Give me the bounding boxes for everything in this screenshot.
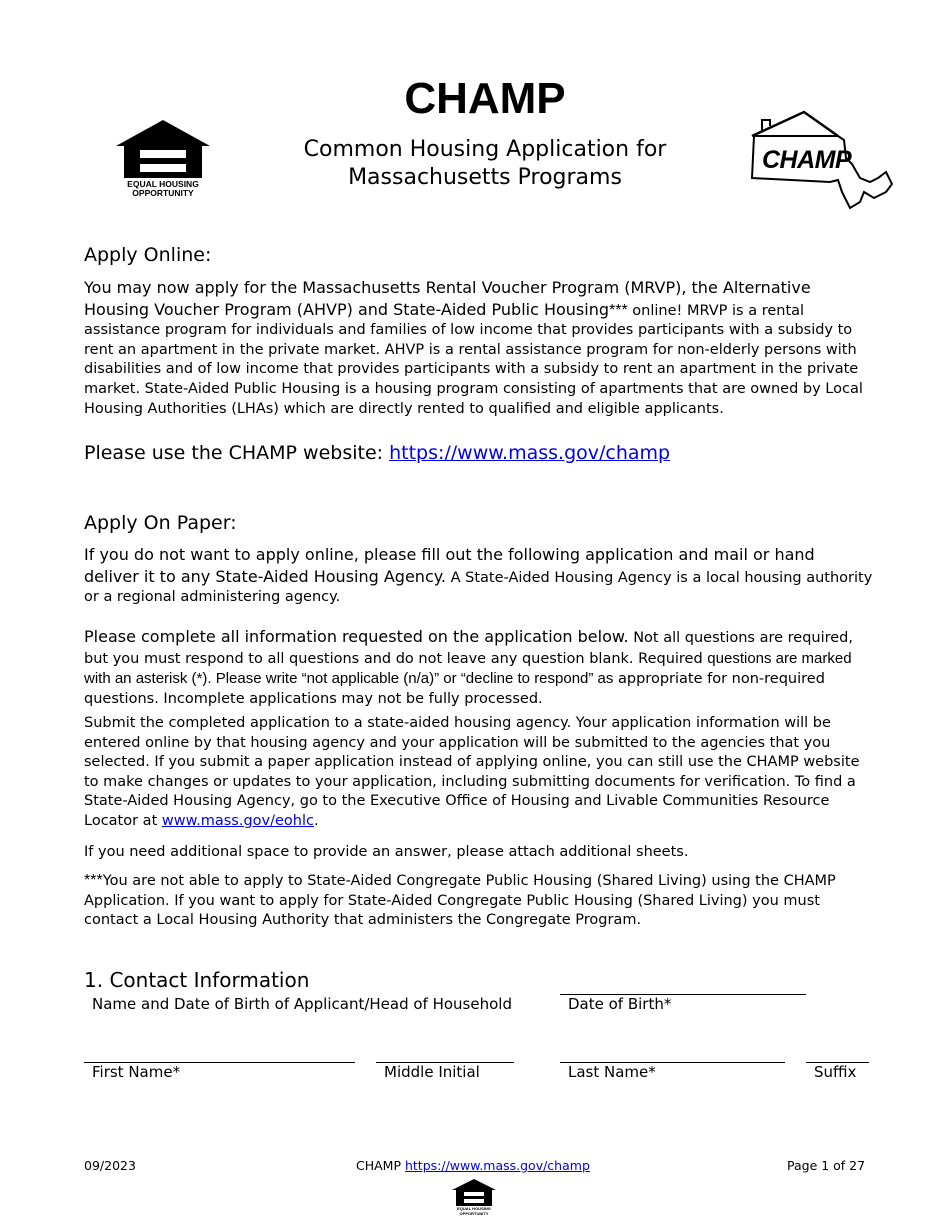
footer-champ-link[interactable]: https://www.mass.gov/champ <box>404 1158 590 1173</box>
complete-info-asterisk-note: questions are marked with an asterisk (*). Please write “not applicable (n/a)” or “decline to respond” as <box>84 649 852 688</box>
footer-page-number: Page 1 of 27 <box>787 1158 866 1173</box>
equal-housing-logo <box>112 116 214 202</box>
footer-equal-housing-logo <box>450 1178 498 1218</box>
footer-equal-housing-icon <box>450 1178 498 1208</box>
apply-paper-rest: A State-Aided Housing Agency is a local housing authority or a regional administering agency. <box>84 569 873 606</box>
apply-paper-paragraph-5 <box>84 871 874 931</box>
apply-online-body: online! MRVP is a rental assistance program for individuals and families of low income that provides participants with a subsidy to rent an apartment in the private market. AHVP is a rental assistance program for non-elderly persons with disabilities and of low income that provides participants with a subsidy to rent an apartment in the private market. State-Aided Public Housing is a housing program consisting of apartments that are owned by Local Housing Authorities (LHAs) which are directly rented to qualified and eligible applicants. <box>84 302 863 417</box>
apply-paper-lead: If you do not want to apply online, please fill out the following application and mail or hand deliver it to any State-Aided Housing Agency. <box>84 545 815 586</box>
apply-online-paragraph <box>84 278 874 419</box>
submit-instructions: Submit the completed application to a state-aided housing agency. Your application information will be entered online by that housing agency and your application will be submitted to the agencies that you selected. If you submit a paper application instead of applying online, you can still use the CHAMP website to make changes or updates to your application, including submitting documents for verification. To find a State-Aided Housing Agency, go to the Executive Office of Housing and Livable Communities Resource Locator at <box>84 715 860 829</box>
congregate-note: You are not able to apply to State-Aided Congregate Public Housing (Shared Living) using the CHAMP Application. If you want to apply for State-Aided Congregate Public Housing (Shared Living) you must contact a Local Housing Authority that administers the Congregate Program. <box>84 873 836 929</box>
document-subtitle: Common Housing Application for Massachusetts Programs <box>303 137 667 190</box>
footer-date: 09/2023 <box>84 1158 136 1173</box>
name-dob-label: Name and Date of Birth of Applicant/Head of Household <box>92 995 512 1013</box>
apply-paper-paragraph-2 <box>84 627 874 709</box>
champ-logo-text: CHAMP <box>762 146 852 174</box>
footer-champ-label: CHAMP <box>356 1158 405 1173</box>
complete-info-mid: Not all questions are required, but you must respond to all questions and do not leave any question blank. Required <box>84 630 853 667</box>
apply-paper-paragraph-1 <box>84 545 874 608</box>
stars-marker-2: *** <box>84 872 103 889</box>
website-label: Please use the CHAMP website: <box>84 442 390 464</box>
apply-online-heading: Apply Online: <box>84 244 212 266</box>
footer-equal-housing-text: EQUAL HOUSING OPPORTUNITY <box>457 1206 491 1216</box>
eohlc-link[interactable]: www.mass.gov/eohlc <box>161 812 314 829</box>
suffix-label: Suffix <box>814 1063 857 1081</box>
contact-info-heading: 1. Contact Information <box>84 968 310 992</box>
champ-website-link[interactable]: https://www.mass.gov/champ <box>389 442 671 464</box>
period: . <box>313 812 319 829</box>
apply-online-intro: You may now apply for the Massachusetts Rental Voucher Program (MRVP), the Alternative Housing Voucher Program (AHVP) and State-Aided Public Housing <box>84 278 811 319</box>
footer-center <box>356 1158 590 1173</box>
first-name-label: First Name* <box>92 1063 181 1081</box>
complete-info-end: appropriate for non-required questions. Incomplete applications may not be fully processed. <box>84 671 825 707</box>
last-name-label: Last Name* <box>568 1063 656 1081</box>
complete-info-lead: Please complete all information requested on the application below. <box>84 627 629 646</box>
champ-logo <box>746 108 896 214</box>
dob-label: Date of Birth* <box>568 995 672 1013</box>
equal-housing-logo-text: EQUAL HOUSING OPPORTUNITY <box>127 179 199 198</box>
champ-website-line <box>84 442 670 464</box>
document-title: CHAMP <box>404 74 566 123</box>
stars-marker: *** <box>609 301 628 319</box>
apply-paper-paragraph-3 <box>84 714 874 832</box>
apply-paper-heading: Apply On Paper: <box>84 512 237 534</box>
apply-paper-paragraph-4: If you need additional space to provide an answer, please attach additional sheets. <box>84 844 689 860</box>
middle-initial-label: Middle Initial <box>384 1063 480 1081</box>
